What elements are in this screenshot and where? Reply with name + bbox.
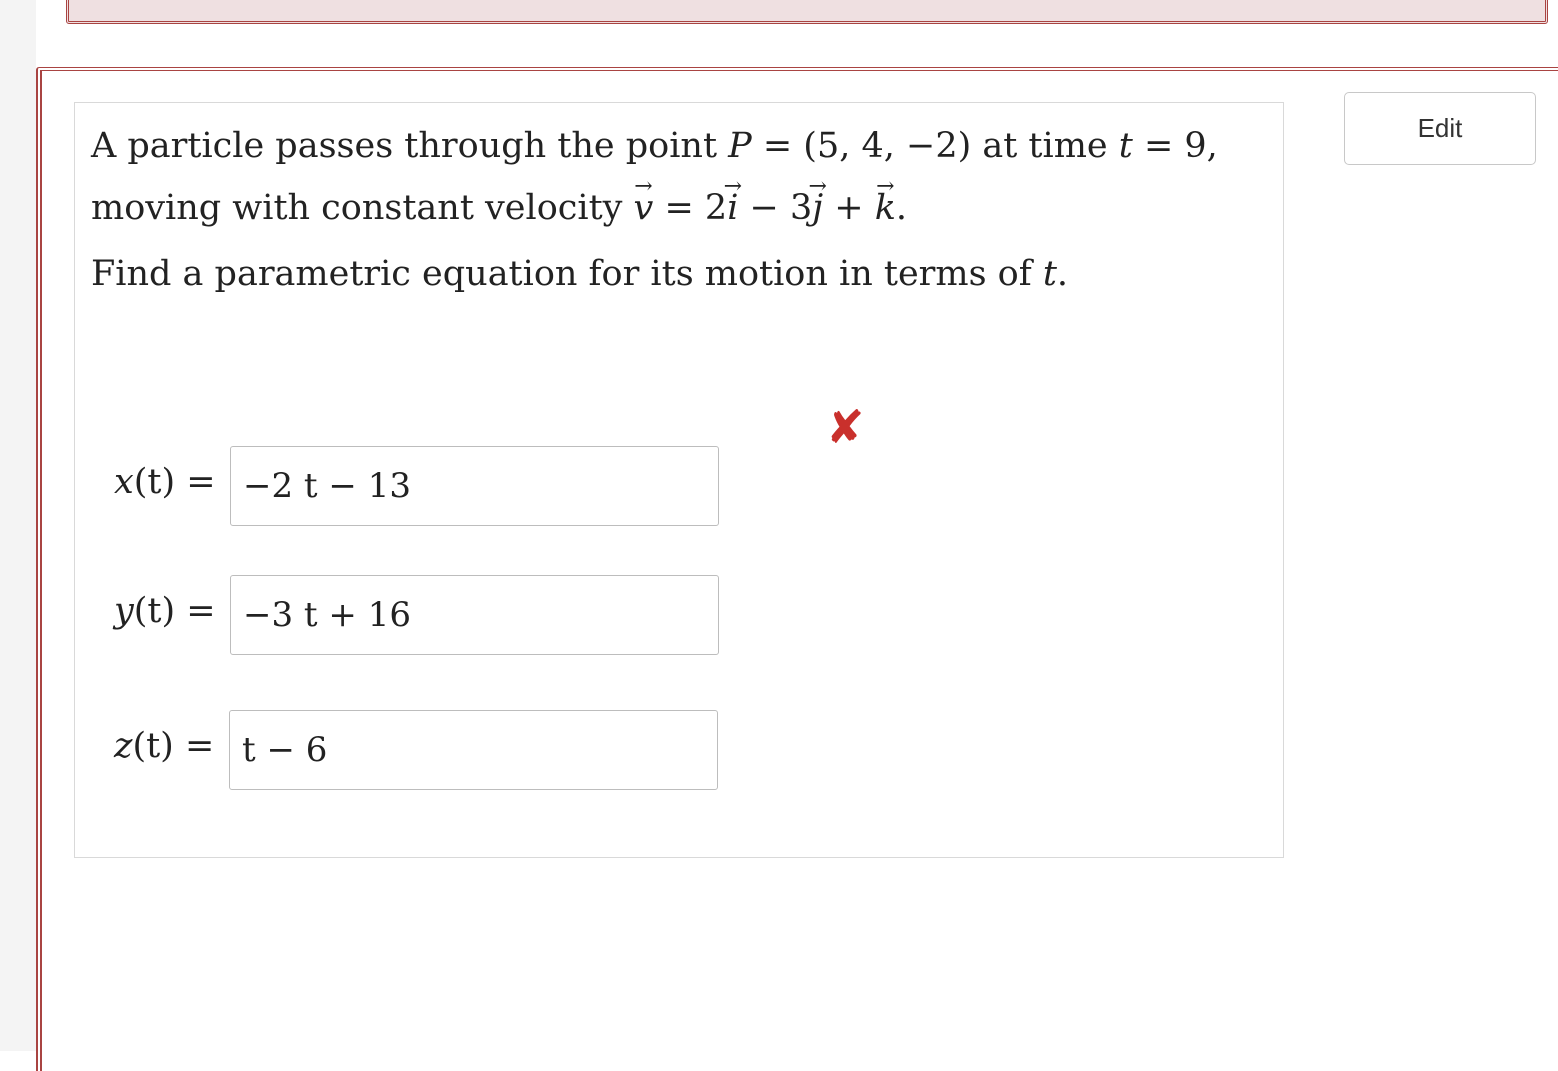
- z-answer-input[interactable]: t − 6: [229, 710, 718, 790]
- y-equation-label: y(t) =: [114, 591, 216, 631]
- x-equation-label: x(t) =: [114, 462, 216, 502]
- problem-statement: [91, 115, 1218, 305]
- unit-vector-j: → j: [812, 177, 823, 239]
- x-answer-input[interactable]: −2 t − 13: [230, 446, 719, 526]
- y-answer-input[interactable]: −3 t + 16: [230, 575, 719, 655]
- z-equation-label: z(t) =: [114, 726, 215, 766]
- edit-button[interactable]: Edit: [1344, 92, 1536, 165]
- unit-vector-k: → k: [875, 177, 896, 239]
- unit-vector-i: → i: [727, 177, 738, 239]
- left-margin: [0, 0, 36, 1051]
- velocity-vector: → v: [634, 177, 654, 239]
- problem-line-2: moving with constant velocity → v = 2→ i − 3→ j + → k.: [91, 177, 1218, 239]
- incorrect-answer-icon: ✘: [826, 400, 865, 454]
- previous-question-panel: [66, 0, 1548, 24]
- problem-line-1: A particle passes through the point P = (5, 4, −2) at time t = 9,: [91, 126, 1218, 166]
- problem-line-3: Find a parametric equation for its motion in terms of t.: [91, 254, 1069, 294]
